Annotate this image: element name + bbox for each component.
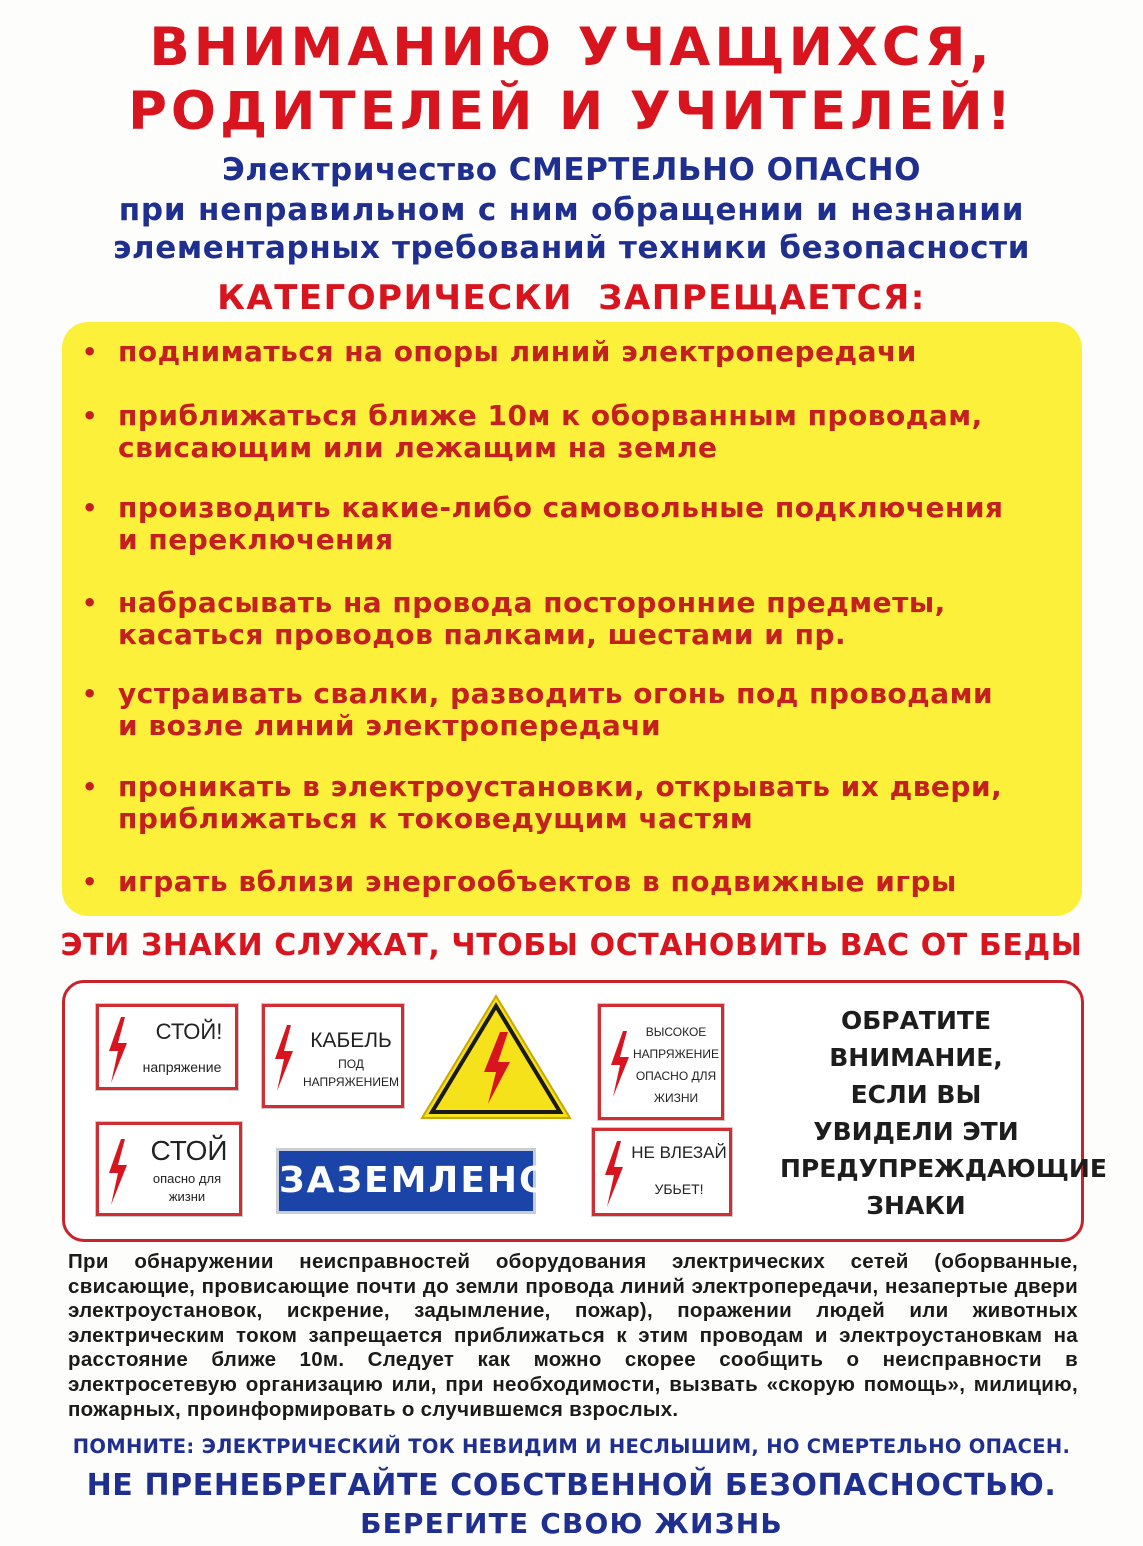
prohibited-item-line1: проникать в электроустановки, открывать их двери,: [118, 770, 1003, 803]
sign-high-voltage-l4: ЖИЗНИ: [653, 1091, 699, 1105]
lightning-icon: [105, 1015, 131, 1085]
lightning-icon: [105, 1137, 131, 1207]
sign-cable-big: КАБЕЛЬ: [310, 1029, 392, 1052]
sign-stop-danger-big: СТОЙ: [150, 1135, 228, 1166]
title-line-1: ВНИМАНИЮ УЧАЩИХСЯ,: [149, 17, 994, 78]
bullet-icon: •: [82, 589, 98, 617]
sign-grounded: ЗАЗЕМЛЕНО: [276, 1148, 536, 1214]
sign-high-voltage-l3: ОПАСНО ДЛЯ: [635, 1069, 717, 1083]
instructions-paragraph: При обнаружении неисправностей оборудования электрических сетей (оборванные, свисающие, провисающие почти до земли провода линий электропередачи, незапертые двери электроустановок, искрение, задымление, пожар), поражении людей или животных электрическим током запрещается приближаться к этим проводам и электроустановкам на расстояние ближе 10м. Следует как можно скорее сообщить о неисправности в электросетевую организацию или, при необходимости, вызвать «скорую помощь», милицию, пожарных, проинформировать о случившемся взрослых.: [68, 1250, 1078, 1421]
signs-heading: ЭТИ ЗНАКИ СЛУЖАТ, ЧТОБЫ ОСТАНОВИТЬ ВАС ОТ БЕДЫ: [60, 928, 1083, 963]
lightning-icon: [601, 1139, 627, 1209]
prohibited-item: [82, 771, 1062, 835]
sign-do-not-climb: [592, 1128, 732, 1216]
bullet-icon: •: [82, 680, 98, 708]
signs-notice: [780, 1002, 1107, 1224]
save-life-line: БЕРЕГИТЕ СВОЮ ЖИЗНЬ: [360, 1507, 783, 1540]
signs-notice-line: ОБРАТИТЕ: [840, 1006, 992, 1035]
sign-stop-danger-small1: опасно для: [152, 1171, 222, 1186]
signs-notice-line: ЗНАКИ: [866, 1191, 966, 1220]
sign-high-voltage-l1: ВЫСОКОЕ: [645, 1025, 707, 1039]
signs-notice-line: ПРЕДУПРЕЖДАЮЩИЕ: [780, 1154, 1107, 1183]
high-voltage-triangle-icon: [418, 992, 574, 1124]
sign-stop-voltage-big: СТОЙ!: [155, 1019, 223, 1044]
prohibited-item-line2: и переключения: [118, 523, 394, 556]
prohibited-heading: КАТЕГОРИЧЕСКИ ЗАПРЕЩАЕТСЯ:: [217, 278, 926, 318]
prohibited-item: [82, 492, 1062, 556]
prohibited-item-line1: играть вблизи энергообъектов в подвижные игры: [118, 865, 957, 898]
sign-do-not-climb-small: УБЬЕТ!: [654, 1181, 704, 1197]
sign-stop-voltage-small: напряжение: [142, 1059, 222, 1075]
prohibited-item-line2: и возле линий электропередачи: [118, 709, 662, 742]
sign-high-voltage: [598, 1004, 724, 1120]
prohibited-item: [82, 336, 1062, 368]
sign-stop-danger-small2: жизни: [168, 1189, 206, 1204]
prohibited-item-line2: касаться проводов палками, шестами и пр.: [118, 618, 847, 651]
prohibited-item: [82, 400, 1062, 464]
subtitle-line-3: элементарных требований техники безопасности: [112, 230, 1031, 266]
subtitle-line-1: Электричество СМЕРТЕЛЬНО ОПАСНО: [222, 152, 921, 188]
signs-notice-line: ЕСЛИ ВЫ: [850, 1080, 982, 1109]
prohibited-item-line1: устраивать свалки, разводить огонь под проводами: [118, 677, 994, 710]
bullet-icon: •: [82, 338, 98, 366]
signs-notice-line: ВНИМАНИЕ,: [829, 1043, 1003, 1072]
sign-do-not-climb-big: НЕ ВЛЕЗАЙ: [631, 1143, 727, 1162]
lightning-icon: [607, 1029, 633, 1099]
bullet-icon: •: [82, 773, 98, 801]
prohibited-item-line1: набрасывать на провода посторонние предметы,: [118, 586, 946, 619]
prohibited-item-line1: приближаться ближе 10м к оборванным проводам,: [118, 399, 983, 432]
subtitle-line-2: при неправильном с ним обращении и незнании: [118, 192, 1025, 228]
prohibited-item-line2: свисающим или лежащим на земле: [118, 431, 718, 464]
prohibited-item-line2: приближаться к токоведущим частям: [118, 802, 754, 835]
prohibited-item: [82, 587, 1062, 651]
sign-stop-voltage: [96, 1004, 238, 1090]
sign-stop-danger: [96, 1122, 242, 1216]
sign-high-voltage-l2: НАПРЯЖЕНИЕ: [633, 1047, 719, 1061]
sign-cable-live: [262, 1004, 404, 1108]
neglect-line: НЕ ПРЕНЕБРЕГАЙТЕ СОБСТВЕННОЙ БЕЗОПАСНОСТЬЮ.: [86, 1468, 1057, 1503]
signs-notice-line: УВИДЕЛИ ЭТИ: [813, 1117, 1019, 1146]
prohibited-item: [82, 866, 1062, 898]
prohibited-item-line1: производить какие-либо самовольные подключения: [118, 491, 1004, 524]
title-line-2: РОДИТЕЛЕЙ И УЧИТЕЛЕЙ!: [128, 81, 1015, 142]
sign-cable-small1: ПОД: [338, 1057, 364, 1071]
lightning-icon: [271, 1023, 297, 1093]
bullet-icon: •: [82, 868, 98, 896]
bullet-icon: •: [82, 494, 98, 522]
sign-cable-small2: НАПРЯЖЕНИЕМ: [303, 1075, 399, 1089]
bullet-icon: •: [82, 402, 98, 430]
prohibited-item-line1: подниматься на опоры линий электропередачи: [118, 335, 917, 368]
prohibited-item: [82, 678, 1062, 742]
remember-line: ПОМНИТЕ: ЭЛЕКТРИЧЕСКИЙ ТОК НЕВИДИМ И НЕСЛЫШИМ, НО СМЕРТЕЛЬНО ОПАСЕН.: [72, 1435, 1071, 1458]
